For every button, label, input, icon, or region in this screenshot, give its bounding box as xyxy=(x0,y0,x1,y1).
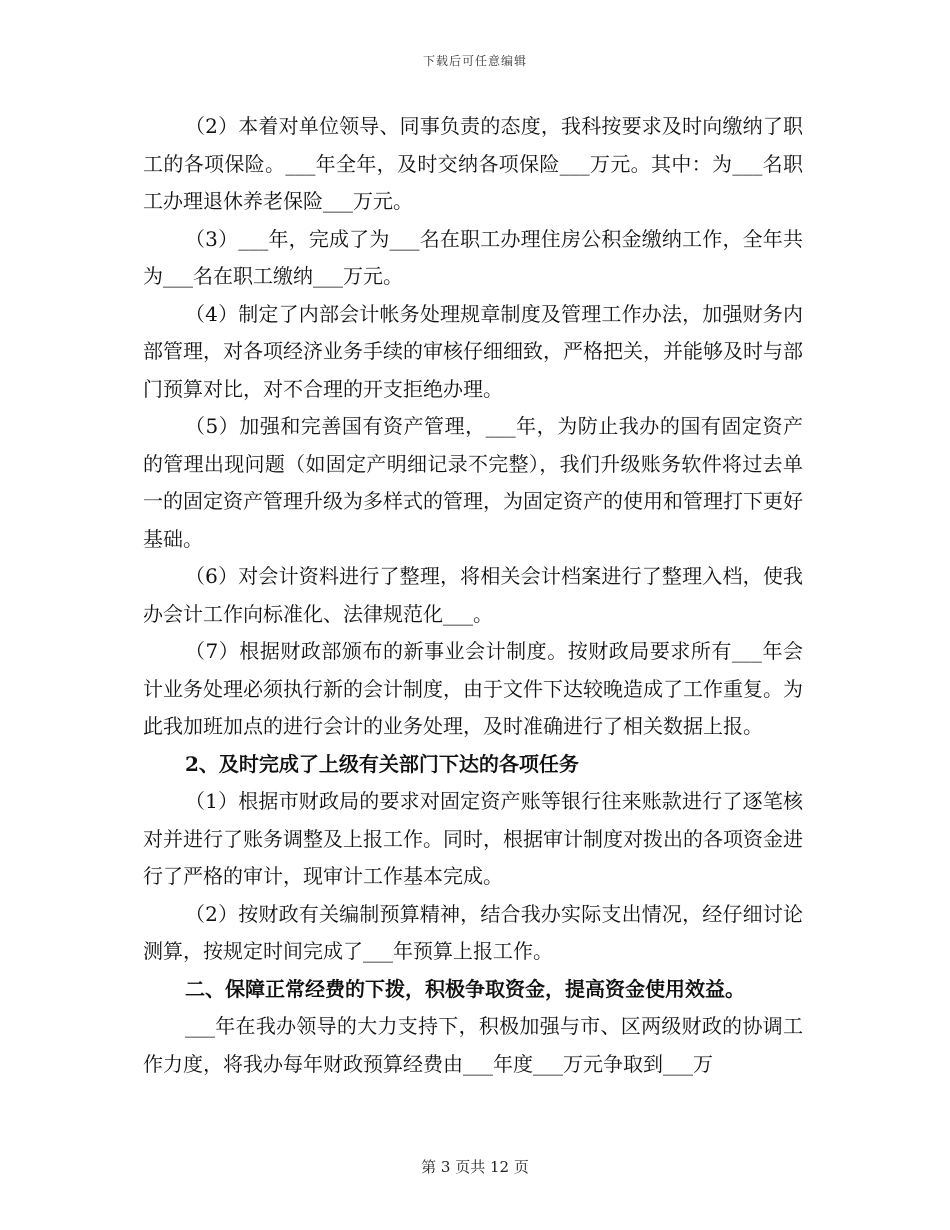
paragraph-7: （7）根据财政部颁布的新事业会计制度。按财政局要求所有___年会计业务处理必须执行新的会计制度，由于文件下达较晚造成了工作重复。为此我加班加点的进行会计的业务处理，及时准确进行了相关数据上报。 xyxy=(143,639,803,738)
section-heading-funding: 二、保障正常经费的下拨，积极争取资金，提高资金使用效益。 xyxy=(185,976,745,1001)
paragraph-task-2: （2）按财政有关编制预算精神，结合我办实际支出情况，经仔细讨论测算，按规定时间完成了___年预算上报工作。 xyxy=(143,901,803,963)
document-body xyxy=(143,108,803,1083)
paragraph-funding: ___年在我办领导的大力支持下，积极加强与市、区两级财政的协调工作力度，将我办每年财政预算经费由___年度___万元争取到___万 xyxy=(143,1014,803,1076)
section-heading-tasks: 2、及时完成了上级有关部门下达的各项任务 xyxy=(185,751,579,776)
paragraph-4: （4）制定了内部会计帐务处理规章制度及管理工作办法，加强财务内部管理，对各项经济业务手续的审核仔细细致，严格把关，并能够及时与部门预算对比，对不合理的开支拒绝办理。 xyxy=(143,301,803,401)
paragraph-6: （6）对会计资料进行了整理，将相关会计档案进行了整理入档，使我办会计工作向标准化、法律规范化___。 xyxy=(143,564,803,626)
paragraph-task-1: （1）根据市财政局的要求对固定资产账等银行往来账款进行了逐笔核对并进行了账务调整及上报工作。同时，根据审计制度对拨出的各项资金进行了严格的审计，现审计工作基本完成。 xyxy=(143,789,803,888)
page-header: 下载后可任意编辑 xyxy=(422,54,527,68)
paragraph-2: （2）本着对单位领导、同事负责的态度，我科按要求及时向缴纳了职工的各项保险。___年全年，及时交纳各项保险___万元。其中：为___名职工办理退休养老保险___万元。 xyxy=(143,114,803,213)
page-footer: 第 3 页共 12 页 xyxy=(421,1158,529,1176)
paragraph-3: （3）___年，完成了为___名在职工办理住房公积金缴纳工作，全年共为___名在职工缴纳___万元。 xyxy=(143,226,803,288)
paragraph-5: （5）加强和完善国有资产管理，___年，为防止我办的国有固定资产的管理出现问题（如固定产明细记录不完整），我们升级账务软件将过去单一的固定资产管理升级为多样式的管理，为固定资产的使用和管理打下更好基础。 xyxy=(143,414,803,551)
